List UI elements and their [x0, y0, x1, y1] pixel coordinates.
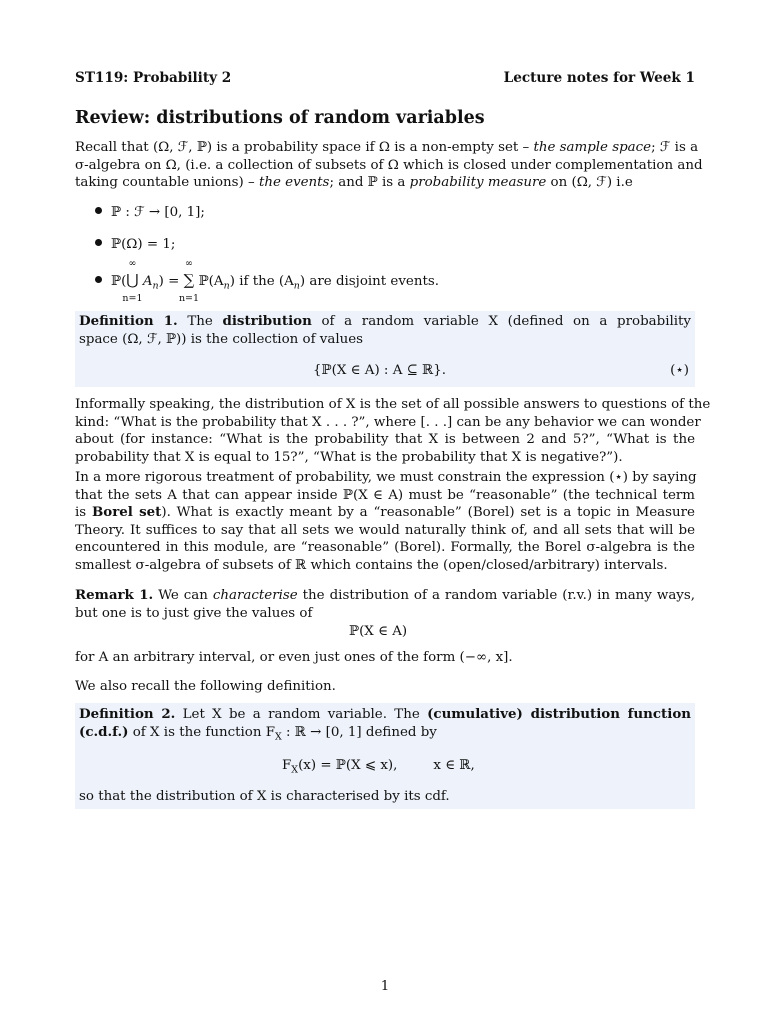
intro-paragraph — [75, 139, 703, 192]
informal-paragraph: Informally speaking, the distribution of X is the set of all possible answers to questions of the kind: “What is the probability that X . . . ?”, where [. . .] can be any behavior we can wonder about (for instance: “What is the probability that X is between 2 and 5?”, “What is the probability that X is equal to 15?”, “What is the probability that X is negative?”). — [75, 397, 711, 465]
intro-line-1: Recall that (Ω, ℱ, ℙ) is a probability space if Ω is a non-empty set – the sample space; ℱ is a — [75, 140, 699, 155]
course-title: ST119: Probability 2 — [75, 70, 232, 86]
recall-sentence: We also recall the following definition. — [75, 679, 336, 694]
list-item: ℙ( ∞ ⋃ n=1 $A_n$) = ∞ ∑ n=1 $ℙ(A_n)$ if the $(A_n)$ are disjoint events. — [95, 272, 439, 295]
definition-1-label: Definition 1. — [79, 313, 178, 329]
definition-2-text: Definition 2. Let X be a random variable. The (cumulative) distribution function (c.d.f.) of X is the function $F_X$ : ℝ → [0, 1] defined by — [79, 706, 691, 743]
definition-1-box — [75, 311, 695, 387]
week-label: Lecture notes for Week 1 — [503, 70, 695, 86]
sum-operator: ∞ ∑ n=1 — [178, 258, 200, 304]
intro-line-2: σ-algebra on Ω, (i.e. a collection of subsets of Ω which is closed under complementation and — [75, 157, 703, 173]
section-title: Review: distributions of random variables — [75, 108, 485, 128]
page-number: 1 — [380, 979, 390, 994]
definition-2-label: Definition 2. — [79, 706, 176, 722]
definition-1-text: Definition 1. The distribution of a random variable X (defined on a probability space (Ω, ℱ, ℙ)) is the collection of values — [79, 313, 691, 347]
intro-line-3: taking countable unions) – the events; and ℙ is a probability measure on (Ω, ℱ) i.e — [75, 175, 633, 191]
rigorous-paragraph: In a more rigorous treatment of probability, we must constrain the expression (⋆) by saying that the sets A that can appear inside ℙ(X ∈ A) must be “reasonable” (the technical term is Borel set). What is exactly meant by a “reasonable” (Borel) set is a topic in Measure Theory. It suffices to say that all sets we would naturally think of, and all sets that will be encountered in this module, are “reasonable” (Borel). Formally, the Borel σ-algebra is the smallest σ-algebra of subsets of ℝ which contains the (open/closed/arbitrary) intervals. — [75, 470, 697, 573]
remark-1-tail: for A an arbitrary interval, or even just ones of the form (−∞, x]. — [75, 650, 513, 665]
remark-1-formula: ℙ(X ∈ A) — [349, 624, 408, 639]
bullet-icon — [95, 207, 102, 214]
definition-2-conclusion: so that the distribution of X is characterised by its cdf. — [79, 789, 450, 804]
definition-2-formula: $F_X(x)$ = ℙ(X ⩽ x), x ∈ ℝ, — [282, 758, 475, 776]
remark-1: Remark 1. We can characterise the distribution of a random variable (r.v.) in many ways, but one is to just give the values of — [75, 587, 696, 621]
equation-tag: (⋆) — [670, 363, 689, 378]
bullet-icon — [95, 276, 102, 283]
definition-2-box — [75, 703, 695, 809]
list-item: ℙ(Ω) = 1; — [95, 236, 175, 254]
union-operator: ∞ ⋃ n=1 — [122, 258, 143, 304]
remark-1-label: Remark 1. — [75, 587, 154, 603]
list-item: ℙ : ℱ → [0, 1]; — [95, 204, 205, 222]
definition-1-formula: {ℙ(X ∈ A) : A ⊆ ℝ}. — [313, 363, 446, 378]
bullet-icon — [95, 239, 102, 246]
